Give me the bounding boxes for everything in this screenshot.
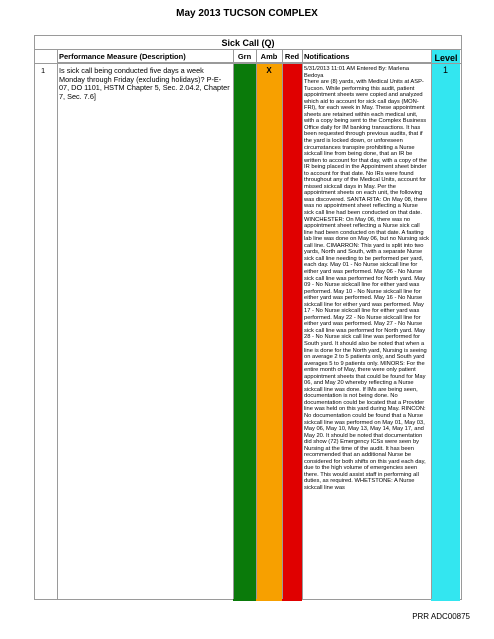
performance-table	[34, 35, 462, 600]
column-header-measure: Performance Measure (Description)	[57, 50, 233, 63]
column-header-notifications: Notifications	[302, 50, 431, 63]
col-line	[302, 50, 303, 599]
level-cell-fill	[431, 50, 460, 601]
header-divider	[35, 63, 461, 64]
amb-column-fill	[256, 63, 282, 601]
amb-mark: X	[266, 66, 272, 75]
col-line	[431, 50, 432, 599]
col-line	[57, 50, 58, 599]
level-value: 1	[442, 65, 448, 75]
red-column-fill	[282, 63, 302, 601]
col-line	[233, 50, 234, 599]
col-line	[282, 50, 283, 599]
grn-column-fill	[233, 63, 256, 601]
column-header-red: Red	[282, 50, 302, 63]
column-header-amb: Amb	[256, 50, 282, 63]
notification-text: 5/31/2013 11:01 AM Entered By: Marlena Bedoya There are (8) yards, with Medical Units at ASP-Tucson. While performing this audit, patient appointment sheets were copied and analyzed which aid to account for sick call days (MON-FRI), for each week in May. These appointment sheets are retained within each medical unit, with a copy being sent to the Complex Business Office daily for IM banking transactions. It has been requested through previous audits, that if the yard is locked down, or unforeseen circumstances transpire prohibiting a Nurse sickcall line from being done, that an IR be written to account for that day, with a copy of the IR being placed in the Appointment sheet binder to account for that date. No IRs were found throughout any of the Medical Units, account for missed sickcall days in May. Per the appointment sheets on each unit, the following was discovered. SANTA RITA: On May 08, there was no appointment sheet reflecting a Nurse sick call line had been conducted on that date. WINCHESTER: On May 06, there was no appointment sheet reflecting a Nurse sick call line had been conducted on that date. A fasting lab line was done on May 06, but no Nursing sick call line. CIMARRON: This yard is split into two yards, North and South, with a separate Nurse sick call line needing to be performed per yard, each day. May 01 - No Nurse sickcall line for either yard was performed. May 06 - No Nurse sick call line was performed for North yard. May 09 - No Nurse sickcall line for either yard was performed. May 10 - No Nurse sickcall line for either yard was performed. May 16 - No Nurse sickcall line for either yard was performed. May 17 - No Nurse sickcall line for either yard was performed. May 22 - No Nurse sickcall line for either yard was performed. May 27 - No Nurse sick call line was performed for North yard. May 28 - No Nurse sick call line was performed for South yard. It should also be noted that when a line is done for the North yard, Nursing is seeing on average 2 to 5 patients only, and South yard averages 5 to 9 patients only. MINORS: For the entire month of May, there were only patient appointment sheets that could be found for May 06, and May 20 whereby reflecting a Nurse sickcall line was done. If IMs are being seen, documentation is not being done. No documentation could be located that a Provider line was held on this yard during May. RINCON: No documentation could be found that a Nurse sickcall line was performed on May 01, May 03, May 06, May 10, May 13, May 14, May 17, and May 20. It should be noted that documentation did show (72) Emergency ICSs were seen by Nursing at the time of the audit. It has been recommended that an additional Nurse be considered for both shifts on this yard each day, due to the high volume of emergencies seen there. This would assist staff in performing all duties, as required. WHETSTONE: A Nurse sickcall line was	[304, 66, 429, 491]
section-title: Sick Call (Q)	[35, 36, 461, 50]
column-header-grn: Grn	[233, 50, 256, 63]
footer-reference: PRR ADC00875	[412, 612, 470, 621]
measure-description: Is sick call being conducted five days a week Monday through Friday (excluding holidays)? P-E-07, DO 1101, HSTM Chapter 5, Sec. 2.04.2, Chapter 7, Sec. 7.6]	[59, 66, 230, 101]
col-line	[256, 50, 257, 599]
page-title: May 2013 TUCSON COMPLEX	[176, 8, 318, 19]
column-header-level: Level	[434, 53, 458, 63]
row-number: 1	[41, 66, 46, 75]
